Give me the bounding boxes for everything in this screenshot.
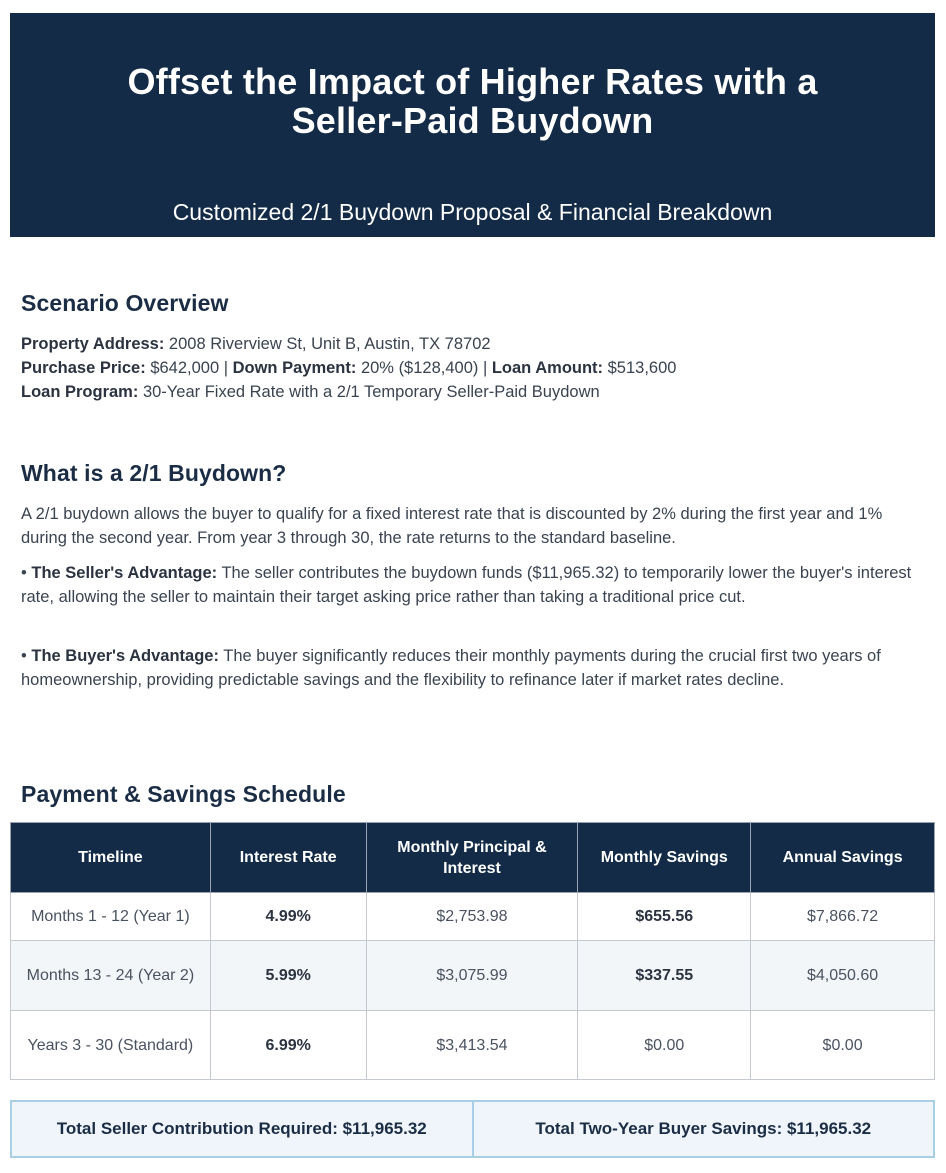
buyer-advantage — [21, 644, 926, 692]
schedule-heading: Payment & Savings Schedule — [21, 781, 346, 807]
column-header-timeline: Timeline — [11, 823, 211, 893]
buyer-bullet: • — [21, 647, 32, 665]
interest-rate-cell: 4.99% — [210, 893, 366, 941]
table-row — [11, 1011, 935, 1080]
seller-advantage — [21, 561, 926, 609]
buyer-advantage-label: The Buyer's Advantage: — [31, 647, 219, 665]
program-label: Loan Program: — [21, 383, 139, 401]
total-buyer-savings: Total Two-Year Buyer Savings: $11,965.32 — [472, 1102, 934, 1156]
page-subtitle: Customized 2/1 Buydown Proposal & Financial Breakdown — [172, 199, 773, 225]
timeline-cell: Years 3 - 30 (Standard) — [11, 1011, 211, 1080]
explainer-intro: A 2/1 buydown allows the buyer to qualify for a fixed interest rate that is discounted by 2% during the first year and 1% during the second year. From year 3 through 30, the rate returns to the standard baseline. — [21, 505, 883, 547]
total-seller-contribution: Total Seller Contribution Required: $11,965.32 — [56, 1119, 427, 1138]
totals-summary — [10, 1100, 935, 1158]
address-value: 2008 Riverview St, Unit B, Austin, TX 78702 — [164, 335, 491, 353]
explainer-heading: What is a 2/1 Buydown? — [21, 460, 287, 486]
monthly-savings-cell: $337.55 — [578, 941, 751, 1011]
title-line-2: Seller-Paid Buydown — [291, 100, 654, 141]
column-header-monthly-savings: Monthly Savings — [578, 823, 751, 893]
seller-bullet: • — [21, 564, 32, 582]
monthly-pi-cell: $3,075.99 — [366, 941, 578, 1011]
address-label: Property Address: — [21, 335, 165, 353]
annual-savings-cell: $4,050.60 — [751, 941, 935, 1011]
loan-amount-value: $513,600 — [603, 359, 677, 377]
table-row — [11, 941, 935, 1011]
monthly-savings-cell: $655.56 — [578, 893, 751, 941]
column-header-interest-rate: Interest Rate — [210, 823, 366, 893]
loan-amount-label: Loan Amount: — [491, 359, 604, 377]
timeline-cell: Months 13 - 24 (Year 2) — [11, 941, 211, 1011]
price-line — [21, 356, 926, 380]
monthly-savings-cell: $0.00 — [578, 1011, 751, 1080]
annual-savings-cell: $0.00 — [751, 1011, 935, 1080]
monthly-pi-cell: $2,753.98 — [366, 893, 578, 941]
annual-savings-cell: $7,866.72 — [751, 893, 935, 941]
overview-details — [21, 332, 926, 404]
down-payment-value: 20% ($128,400) | — [356, 359, 492, 377]
address-line — [21, 332, 926, 356]
interest-rate-cell: 6.99% — [210, 1011, 366, 1080]
column-header-annual-savings: Annual Savings — [751, 823, 935, 893]
page-header — [10, 13, 935, 237]
interest-rate-cell: 5.99% — [210, 941, 366, 1011]
table-header-row — [11, 823, 935, 893]
price-value: $642,000 | — [145, 359, 233, 377]
program-line — [21, 380, 926, 404]
payment-schedule-table — [10, 822, 935, 1080]
overview-heading: Scenario Overview — [21, 290, 229, 316]
price-label: Purchase Price: — [21, 359, 146, 377]
page-title — [10, 62, 935, 140]
program-value: 30-Year Fixed Rate with a 2/1 Temporary Seller-Paid Buydown — [138, 383, 600, 401]
title-line-1: Offset the Impact of Higher Rates with a — [127, 61, 818, 102]
buyer-advantage-text: The buyer significantly reduces their monthly payments during the crucial first two years of homeownership, providing predictable savings and the flexibility to refinance later if market rates decline. — [21, 647, 881, 689]
timeline-cell: Months 1 - 12 (Year 1) — [11, 893, 211, 941]
table-row — [11, 893, 935, 941]
monthly-pi-cell: $3,413.54 — [366, 1011, 578, 1080]
seller-advantage-label: The Seller's Advantage: — [31, 564, 218, 582]
seller-advantage-text: The seller contributes the buydown funds ($11,965.32) to temporarily lower the buyer's interest rate, allowing the seller to maintain their target asking price rather than taking a traditional price cut. — [21, 564, 912, 606]
down-payment-label: Down Payment: — [232, 359, 357, 377]
column-header-monthly-pi: Monthly Principal & Interest — [366, 823, 578, 893]
